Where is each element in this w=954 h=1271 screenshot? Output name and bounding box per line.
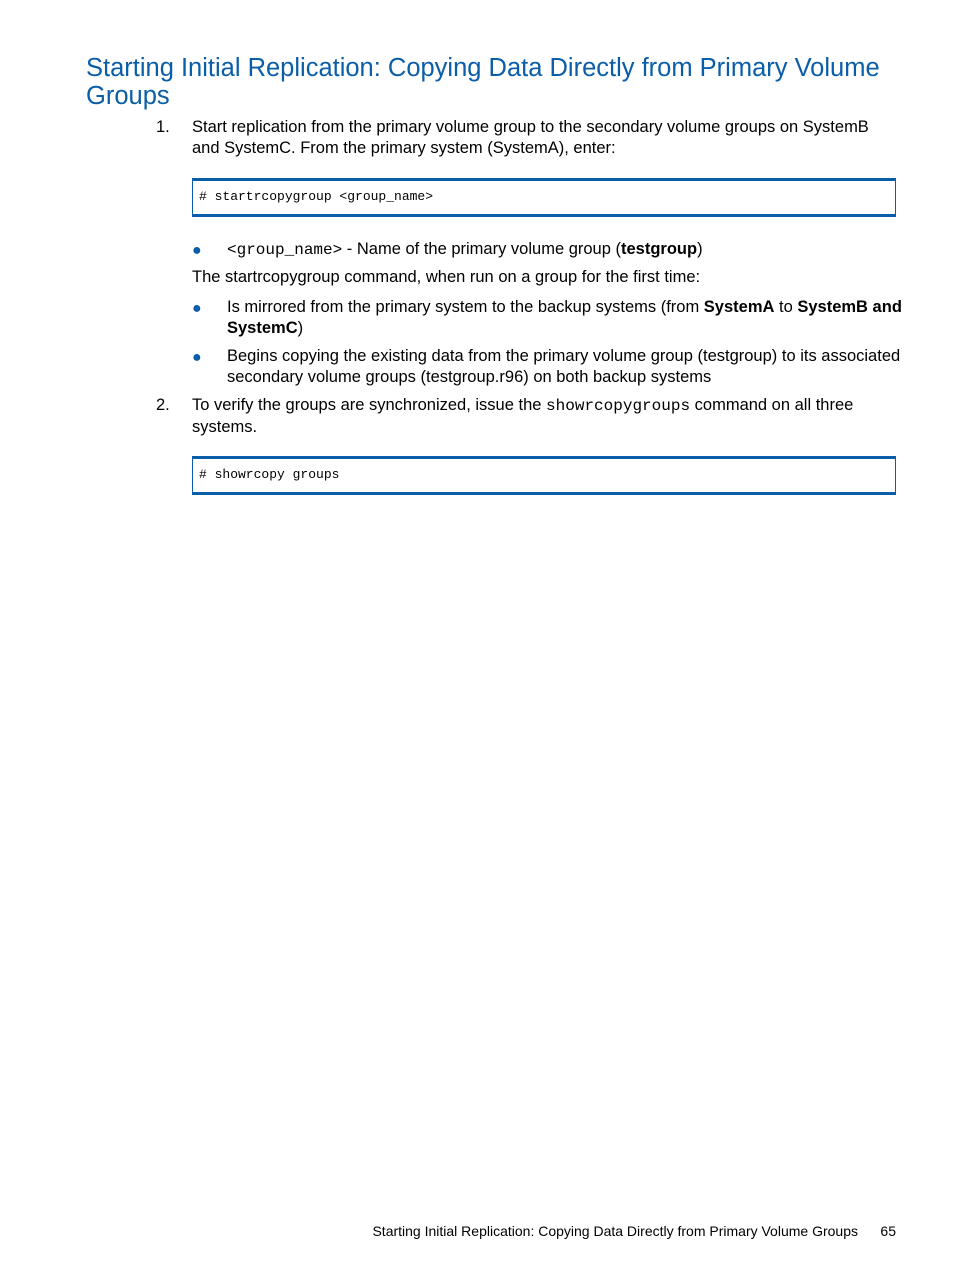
bullet-icon: ● xyxy=(192,242,202,259)
step-2-text xyxy=(192,395,900,438)
bullet-mirrored-text-2: to xyxy=(774,298,798,316)
param-code: <group_name> xyxy=(227,241,343,259)
bullet-mirrored-bold-2: SystemB and SystemC xyxy=(227,298,902,337)
code-text: # startrcopygroup <group_name> xyxy=(199,189,434,204)
param-text-before: - Name of the primary volume group ( xyxy=(342,240,621,258)
bullet-begins-copying: Begins copying the existing data from the primary volume group (testgroup) to its associated secondary volume groups (testgroup.r96) on both backup systems xyxy=(227,347,901,386)
code-block-startrcopygroup xyxy=(192,178,896,217)
step-1-number: 1. xyxy=(156,118,170,136)
bullet-icon: ● xyxy=(192,300,202,317)
page-title: Starting Initial Replication: Copying Data Directly from Primary Volume Groups xyxy=(86,54,880,110)
step-2-text-before: To verify the groups are synchronized, issue the xyxy=(192,396,547,414)
bullet-icon: ● xyxy=(192,349,202,366)
step-2-inline-code: showrcopygroups xyxy=(546,397,691,415)
bullet-mirrored-text-3: ) xyxy=(297,319,304,337)
step-2-text-after: command on all three systems. xyxy=(192,396,854,436)
bullet-mirrored-bold-1: SystemA xyxy=(703,298,775,316)
step-2-number: 2. xyxy=(156,396,170,414)
param-description xyxy=(227,239,902,261)
intro-paragraph: The startrcopygroup command, when run on a group for the first time: xyxy=(192,268,701,286)
code-text: # showrcopy groups xyxy=(199,467,340,482)
step-1-text: Start replication from the primary volume group to the secondary volume groups on SystemB and SystemC. From the primary system (SystemA), enter: xyxy=(192,118,869,157)
param-text-after: ) xyxy=(697,240,703,258)
page-number: 65 xyxy=(880,1223,896,1239)
footer-title: Starting Initial Replication: Copying Data Directly from Primary Volume Groups xyxy=(372,1223,858,1239)
bullet-mirrored-text-1: Is mirrored from the primary system to the backup systems (from xyxy=(227,298,704,316)
param-bold: testgroup xyxy=(621,240,698,258)
bullet-mirrored xyxy=(227,297,902,339)
code-block-showrcopy xyxy=(192,456,896,495)
